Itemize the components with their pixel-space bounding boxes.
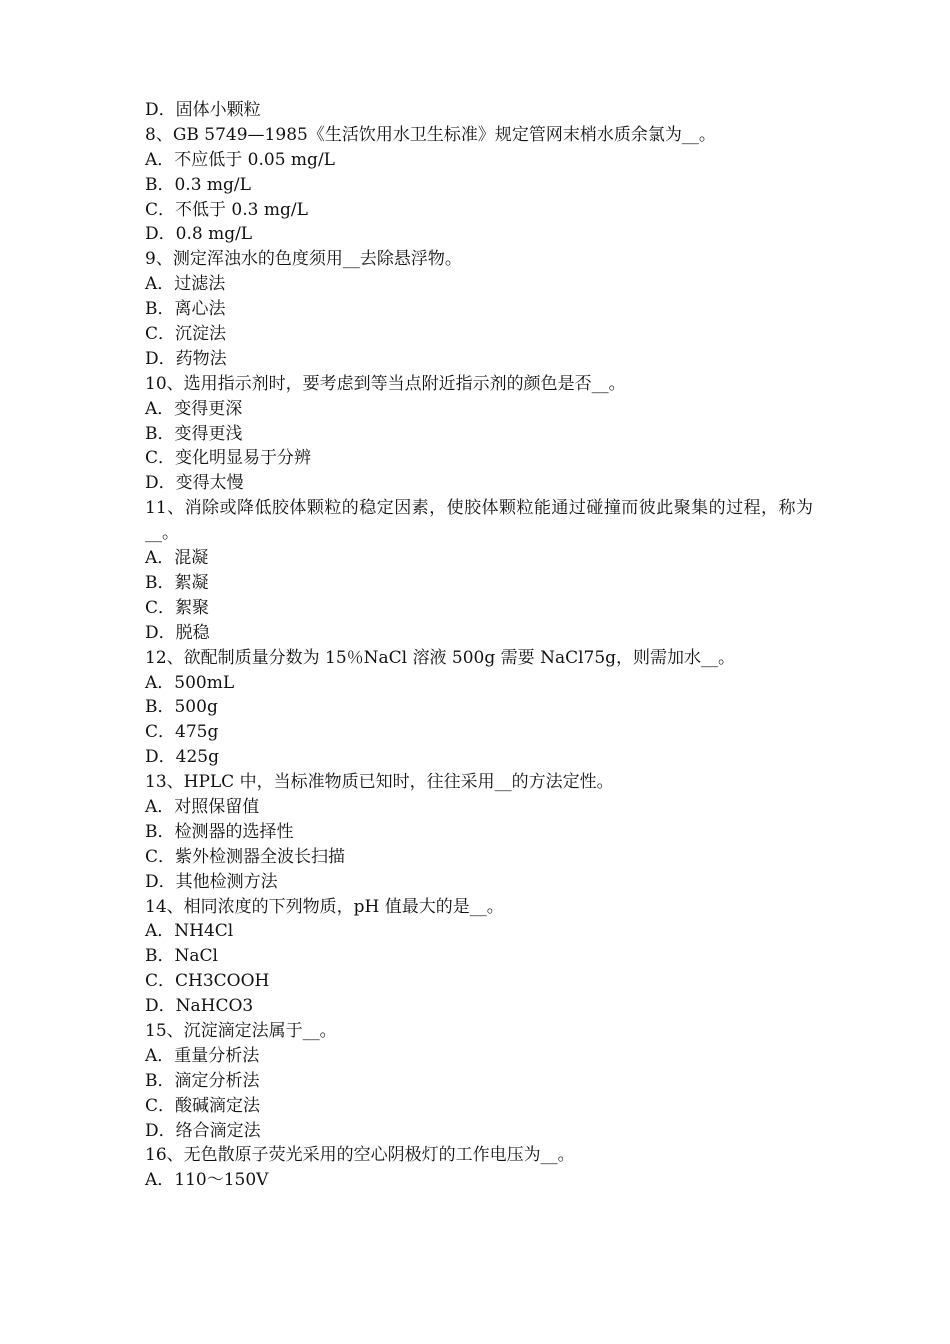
option-line: D．脱稳 [145, 622, 210, 643]
option-line: D．络合滴定法 [145, 1120, 261, 1141]
document-page [145, 98, 813, 1193]
question-line: 11、消除或降低胶体颗粒的稳定因素，使胶体颗粒能通过碰撞而彼此聚集的过程，称为__。 [145, 498, 813, 544]
option-line: D．变得太慢 [145, 473, 244, 494]
option-line: D．固体小颗粒 [145, 100, 261, 120]
option-line: B．变得更浅 [145, 423, 243, 444]
option-line: C．紫外检测器全波长扫描 [145, 846, 346, 867]
option-line: A．过滤法 [145, 274, 226, 295]
question-line: 9、测定浑浊水的色度须用__去除悬浮物。 [145, 249, 462, 270]
option-line: C．CH3COOH [145, 971, 270, 992]
option-line: D．其他检测方法 [145, 871, 278, 892]
option-line: B．0.3 mg/L [145, 174, 251, 195]
option-line: A．对照保留值 [145, 796, 260, 817]
option-line: D．NaHCO3 [145, 996, 254, 1017]
question-line: 16、无色散原子荧光采用的空心阴极灯的工作电压为__。 [145, 1145, 575, 1166]
option-line: B．检测器的选择性 [145, 821, 294, 842]
option-line: C．酸碱滴定法 [145, 1095, 261, 1116]
question-line: 10、选用指示剂时，要考虑到等当点附近指示剂的颜色是否__。 [145, 373, 626, 394]
option-line: C．475g [145, 722, 219, 743]
option-line: B．离心法 [145, 299, 226, 320]
option-line: B．500g [145, 697, 218, 718]
option-line: B．NaCl [145, 946, 218, 967]
question-line: 8、GB 5749—1985《生活饮用水卫生标准》规定管网末梢水质余氯为__。 [145, 124, 716, 145]
option-line: D．0.8 mg/L [145, 224, 253, 245]
option-line: A．变得更深 [145, 398, 243, 419]
question-line: 15、沉淀滴定法属于__。 [145, 1020, 337, 1041]
option-line: A．NH4Cl [145, 921, 234, 942]
option-line: D．425g [145, 747, 219, 768]
option-line: A．不应低于 0.05 mg/L [145, 149, 335, 170]
option-line: A．混凝 [145, 548, 209, 569]
option-line: C．絮聚 [145, 597, 210, 618]
option-line: A．500mL [145, 672, 235, 693]
option-line: C．沉淀法 [145, 324, 227, 345]
question-line: 12、欲配制质量分数为 15％NaCl 溶液 500g 需要 NaCl75g，则需加水__。 [145, 647, 736, 668]
option-line: A．重量分析法 [145, 1045, 260, 1066]
option-line: D．药物法 [145, 348, 227, 369]
option-line: B．滴定分析法 [145, 1070, 260, 1091]
option-line: B．絮凝 [145, 572, 209, 593]
question-line: 13、HPLC 中，当标准物质已知时，往往采用__的方法定性。 [145, 772, 614, 793]
question-line: 14、相同浓度的下列物质，pH 值最大的是__。 [145, 896, 504, 917]
option-line: C．不低于 0.3 mg/L [145, 199, 308, 220]
option-line: C．变化明显易于分辨 [145, 448, 312, 469]
option-line: A．110～150V [145, 1170, 269, 1191]
